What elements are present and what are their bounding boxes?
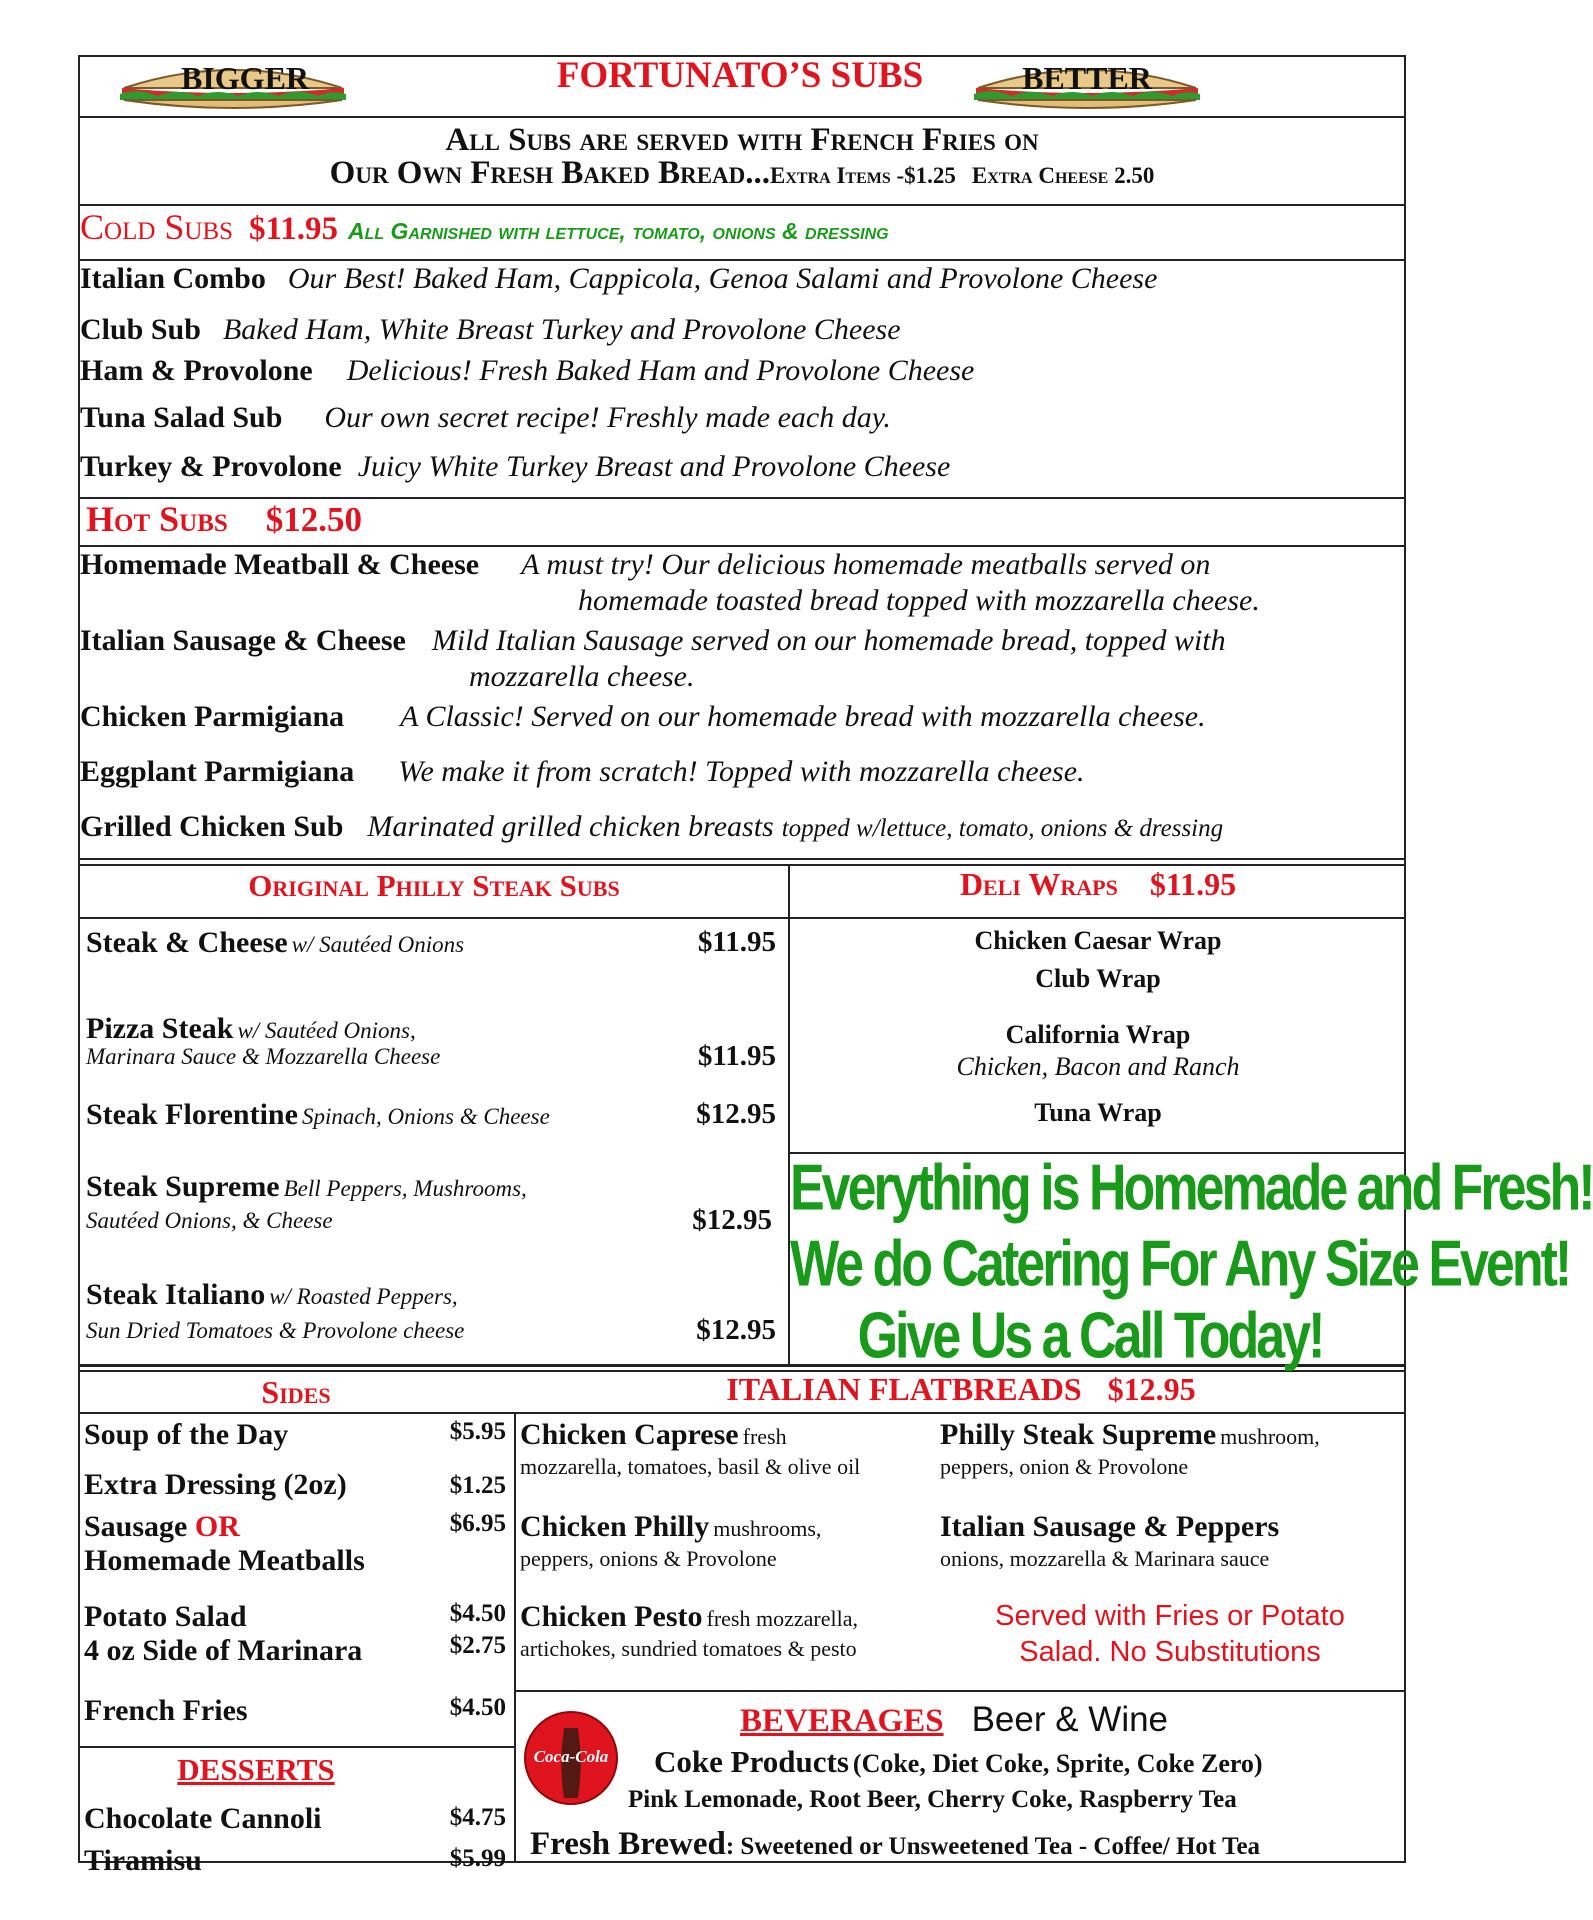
divider: [78, 545, 1406, 547]
philly-item: Steak Italiano w/ Roasted Peppers,: [86, 1278, 458, 1311]
wrap-item-desc: Chicken, Bacon and Ranch: [956, 1052, 1240, 1081]
side-item-cont: Homemade Meatballs: [84, 1544, 365, 1577]
wrap-item: California Wrap: [1005, 1020, 1191, 1049]
divider: [78, 858, 1406, 860]
wrap-item: Club Wrap: [1035, 964, 1161, 993]
philly-price: $12.95: [696, 1098, 776, 1130]
menu-item: Eggplant Parmigiana We make it from scratch! Topped with mozzarella cheese.: [80, 755, 1085, 788]
coca-cola-logo-text: Coca-Cola: [533, 1747, 609, 1766]
philly-price: $12.95: [692, 1204, 772, 1236]
side-price: $4.50: [449, 1600, 506, 1627]
menu-item: Italian Combo Our Best! Baked Ham, Cappicola, Genoa Salami and Provolone Cheese: [80, 262, 1158, 295]
philly-price: $12.95: [696, 1314, 776, 1346]
flatbreads-header: [516, 1371, 1406, 1408]
flatbread-item-desc: mozzarella, tomatoes, basil & olive oil: [520, 1454, 861, 1479]
divider: [78, 116, 1406, 118]
flatbread-item: Chicken Philly mushrooms,: [520, 1510, 822, 1543]
extra-cheese-note: Extra Cheese 2.50: [971, 163, 1155, 188]
cold-subs-price: $11.95: [249, 211, 338, 247]
wraps-heading: Deli Wraps: [959, 866, 1118, 902]
flatbread-item: Chicken Pesto fresh mozzarella,: [520, 1600, 858, 1633]
philly-item: Steak Supreme Bell Peppers, Mushrooms,: [86, 1170, 527, 1203]
coca-cola-logo-icon: [524, 1702, 618, 1814]
promo-line: Everything is Homemade and Fresh!: [790, 1151, 1593, 1225]
side-item: 4 oz Side of Marinara: [84, 1634, 363, 1667]
side-price: $6.95: [449, 1510, 506, 1537]
dessert-item: Tiramisu: [84, 1844, 202, 1877]
flatbread-item-desc: peppers, onions & Provolone: [520, 1546, 777, 1571]
flatbread-item-desc: peppers, onion & Provolone: [940, 1454, 1189, 1479]
flatbreads-heading: ITALIAN FLATBREADS: [726, 1371, 1082, 1407]
side-item: Potato Salad: [84, 1600, 247, 1633]
philly-item: Steak & Cheese w/ Sautéed Onions: [86, 926, 465, 959]
beverage-list: Pink Lemonade, Root Beer, Cherry Coke, Raspberry Tea: [628, 1786, 1237, 1813]
side-item: French Fries: [84, 1694, 248, 1727]
dessert-item: Chocolate Cannoli: [84, 1802, 322, 1835]
menu-item: Ham & Provolone Delicious! Fresh Baked Ham and Provolone Cheese: [80, 354, 975, 387]
flatbread-item: Philly Steak Supreme mushroom,: [940, 1418, 1320, 1451]
flatbread-note: Salad. No Substitutions: [1019, 1636, 1321, 1668]
side-item: Extra Dressing (2oz): [84, 1468, 347, 1501]
served-line-2-main: Our Own Fresh Baked Bread...: [329, 155, 771, 191]
menu-item: Club Sub Baked Ham, White Breast Turkey and Provolone Cheese: [80, 313, 901, 346]
menu-item: Italian Sausage & Cheese Mild Italian Sausage served on our homemade bread, topped with: [80, 624, 1226, 657]
hot-subs-heading: Hot Subs: [86, 499, 228, 539]
flatbreads-price: $12.95: [1107, 1371, 1196, 1407]
bigger-label: BIGGER: [180, 60, 310, 96]
wraps-header: [790, 866, 1406, 903]
philly-price: $11.95: [697, 926, 776, 958]
side-price: $5.95: [449, 1418, 506, 1445]
wrap-item: Tuna Wrap: [1034, 1098, 1162, 1127]
sides-heading: Sides: [261, 1374, 331, 1410]
menu-item: Tuna Salad Sub Our own secret recipe! Freshly made each day.: [80, 401, 891, 434]
flatbread-item-desc: onions, mozzarella & Marinara sauce: [940, 1546, 1270, 1571]
fresh-brewed: Fresh Brewed: Sweetened or Unsweetened Tea - Coffee/ Hot Tea: [530, 1826, 1261, 1862]
philly-item-desc: Sun Dried Tomatoes & Provolone cheese: [86, 1318, 465, 1343]
cold-subs-heading: Cold Subs: [80, 207, 234, 247]
better-label: BETTER: [1022, 60, 1152, 96]
philly-item: Pizza Steak w/ Sautéed Onions,: [86, 1012, 416, 1045]
menu-item: Grilled Chicken Sub Marinated grilled chicken breasts topped w/lettuce, tomato, onions & dressing: [80, 810, 1224, 843]
divider: [78, 1412, 1406, 1414]
hot-subs-header: [86, 498, 362, 540]
side-price: $2.75: [449, 1632, 506, 1659]
side-price: $4.50: [449, 1694, 506, 1721]
cold-subs-note: All Garnished with lettuce, tomato, onions & dressing: [347, 218, 889, 244]
coke-products: Coke Products (Coke, Diet Coke, Sprite, Coke Zero): [654, 1744, 1263, 1779]
philly-heading: Original Philly Steak Subs: [248, 868, 620, 903]
extra-items-note: Extra Items -$1.25: [770, 163, 956, 188]
menu-item: Homemade Meatball & Cheese A must try! Our delicious homemade meatballs served on: [80, 548, 1211, 581]
side-item: Sausage OR: [84, 1510, 240, 1543]
beverages-heading: BEVERAGES: [740, 1703, 944, 1739]
philly-item-desc: Sautéed Onions, & Cheese: [86, 1208, 333, 1233]
menu-item-desc: mozzarella cheese.: [469, 660, 695, 693]
philly-item: Steak Florentine Spinach, Onions & Cheese: [86, 1098, 550, 1131]
menu-item: Turkey & Provolone Juicy White Turkey Breast and Provolone Cheese: [80, 450, 951, 483]
divider: [78, 917, 1406, 919]
divider: [514, 1412, 516, 1863]
flatbread-item: Chicken Caprese fresh: [520, 1418, 787, 1451]
beer-wine-label: Beer & Wine: [971, 1700, 1169, 1739]
beverages-header: [740, 1700, 1168, 1740]
divider: [78, 259, 1406, 261]
hot-subs-price: $12.50: [265, 500, 363, 539]
promo-line: Give Us a Call Today!: [857, 1299, 1323, 1373]
desserts-heading: DESSERTS: [177, 1752, 335, 1787]
side-price: $1.25: [449, 1472, 506, 1499]
restaurant-title: FORTUNATO’S SUBS: [556, 55, 924, 96]
served-line-2: [80, 155, 1404, 192]
menu-item-desc: homemade toasted bread topped with mozzarella cheese.: [578, 584, 1260, 617]
promo-line: We do Catering For Any Size Event!: [790, 1227, 1570, 1301]
philly-item-desc: Marinara Sauce & Mozzarella Cheese: [86, 1044, 441, 1069]
wraps-price: $11.95: [1149, 866, 1237, 902]
cold-subs-header: [80, 206, 889, 248]
divider: [514, 1690, 1406, 1692]
philly-price: $11.95: [697, 1040, 776, 1072]
flatbread-item: Italian Sausage & Peppers: [940, 1510, 1280, 1543]
dessert-price: $4.75: [449, 1804, 506, 1831]
side-item: Soup of the Day: [84, 1418, 289, 1451]
served-line-1: All Subs are served with French Fries on: [445, 122, 1039, 158]
wrap-item: Chicken Caesar Wrap: [974, 926, 1222, 955]
menu-item: Chicken Parmigiana A Classic! Served on our homemade bread with mozzarella cheese.: [80, 700, 1206, 733]
flatbread-item-desc: artichokes, sundried tomatoes & pesto: [520, 1636, 857, 1661]
flatbread-note: Served with Fries or Potato: [995, 1600, 1345, 1632]
dessert-price: $5.99: [449, 1845, 506, 1872]
divider: [78, 1746, 516, 1748]
